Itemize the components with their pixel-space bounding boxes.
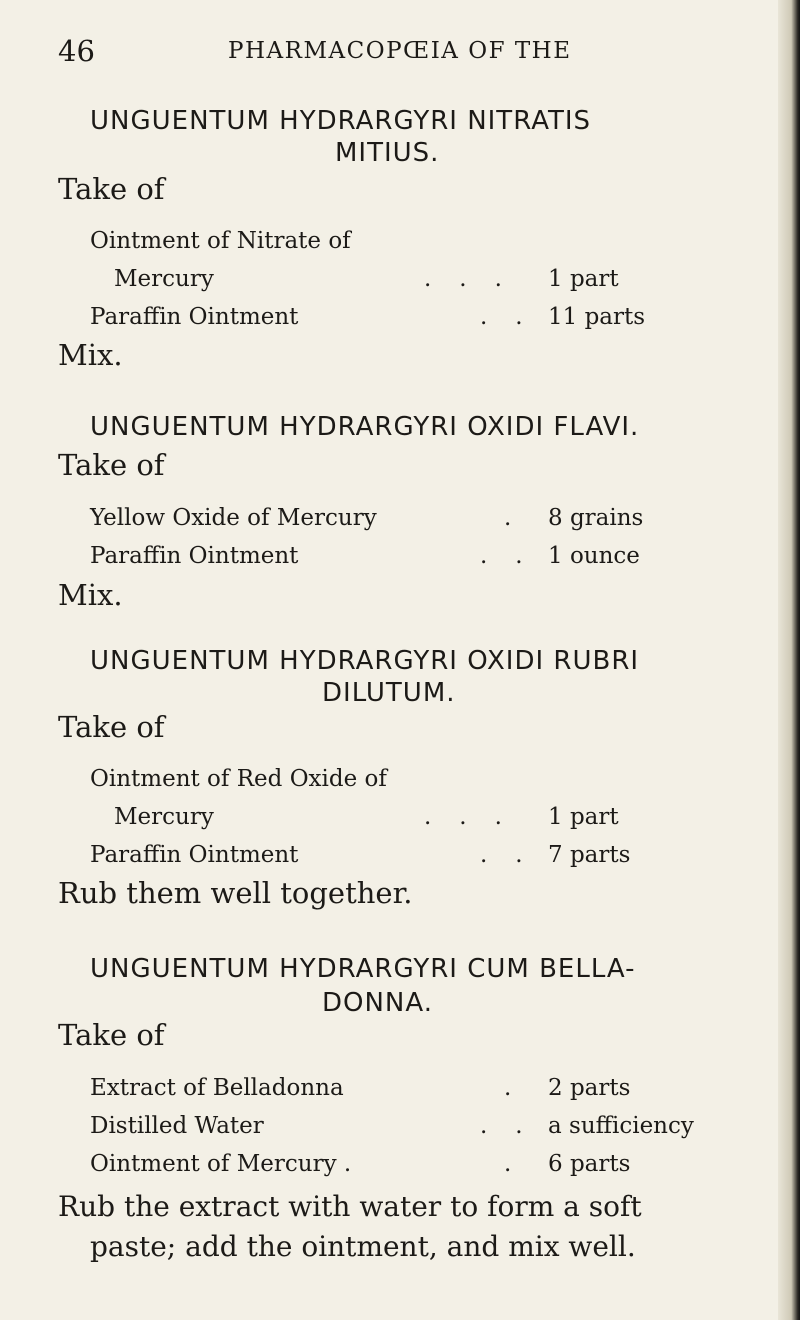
instruction-cont: paste; add the ointment, and mix well. [90, 1230, 636, 1263]
leader-dots: . [504, 505, 540, 531]
leader-dots: .. [480, 842, 551, 868]
ingredient-name: Mercury [114, 266, 214, 292]
ingredient-qty: 1 part [548, 266, 619, 292]
page-header [58, 34, 758, 74]
leader-dots: .. [480, 304, 551, 330]
instruction: Mix. [58, 338, 123, 372]
ingredient-name: Ointment of Mercury . [90, 1151, 352, 1177]
section-title: UNGUENTUM HYDRARGYRI OXIDI FLAVI. [90, 412, 640, 442]
section-title: UNGUENTUM HYDRARGYRI CUM BELLA- [90, 954, 636, 984]
ingredient-name: Paraffin Ointment [90, 543, 299, 569]
leader-dots: ... [424, 266, 530, 292]
running-head: PHARMACOPŒIA OF THE [228, 38, 572, 64]
section-title: UNGUENTUM HYDRARGYRI OXIDI RUBRI [90, 646, 640, 676]
leader-dots: ... [424, 804, 530, 830]
take-of-label: Take of [58, 1018, 165, 1052]
instruction: Rub them well together. [58, 876, 413, 910]
page-number: 46 [58, 34, 95, 68]
ingredient-name: Mercury [114, 804, 214, 830]
instruction: Mix. [58, 578, 123, 612]
ingredient-qty: 1 part [548, 804, 619, 830]
ingredient-name: Ointment of Nitrate of [90, 228, 351, 254]
section-title-cont: DILUTUM. [322, 678, 456, 708]
instruction: Rub the extract with water to form a soft [58, 1190, 642, 1223]
leader-dots: .. [480, 1113, 551, 1139]
leader-dots: . [504, 1075, 540, 1101]
ingredient-name: Distilled Water [90, 1113, 264, 1139]
ingredient-name: Extract of Belladonna [90, 1075, 344, 1101]
ingredient-name: Paraffin Ointment [90, 304, 299, 330]
ingredient-qty: 2 parts [548, 1075, 631, 1101]
section-title-cont: MITIUS. [335, 138, 440, 168]
section-title: UNGUENTUM HYDRARGYRI NITRATIS [90, 106, 592, 136]
ingredient-qty: 8 grains [548, 505, 644, 531]
section-title-cont: DONNA. [322, 988, 433, 1018]
ingredient-qty: 1 ounce [548, 543, 640, 569]
ingredient-qty: a sufficiency [548, 1113, 694, 1139]
take-of-label: Take of [58, 448, 165, 482]
take-of-label: Take of [58, 172, 165, 206]
ingredient-name: Paraffin Ointment [90, 842, 299, 868]
ingredient-name: Ointment of Red Oxide of [90, 766, 387, 792]
leader-dots: . [504, 1151, 540, 1177]
ingredient-name: Yellow Oxide of Mercury [90, 505, 377, 531]
ingredient-qty: 11 parts [548, 304, 646, 330]
page-edge-shadow [778, 0, 800, 1320]
ingredient-qty: 6 parts [548, 1151, 631, 1177]
ingredient-qty: 7 parts [548, 842, 631, 868]
take-of-label: Take of [58, 710, 165, 744]
leader-dots: .. [480, 543, 551, 569]
